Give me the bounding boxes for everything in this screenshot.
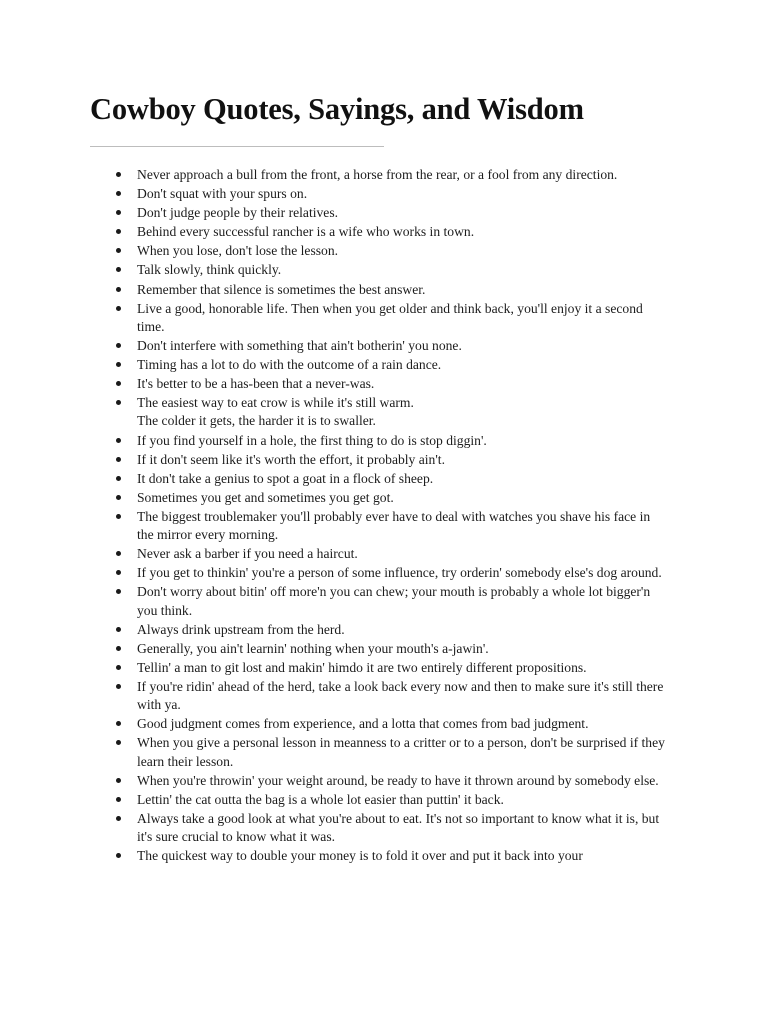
quote-text: Don't interfere with something that ain't botherin' you none.	[137, 337, 462, 353]
quote-item	[137, 508, 667, 544]
quote-text: Tellin' a man to git lost and makin' himdo it are two entirely different propositions.	[137, 659, 587, 675]
quote-item	[137, 281, 667, 299]
quote-item	[137, 715, 667, 733]
quote-text: If you find yourself in a hole, the first thing to do is stop diggin'.	[137, 432, 487, 448]
quote-text: When you're throwin' your weight around, be ready to have it thrown around by somebody else.	[137, 772, 659, 788]
quote-item	[137, 166, 667, 184]
quote-item	[137, 734, 667, 770]
title-divider	[90, 146, 384, 147]
quote-text: If you get to thinkin' you're a person of some influence, try orderin' somebody else's dog around.	[137, 565, 662, 581]
quote-item	[137, 451, 667, 469]
quote-text: Never ask a barber if you need a haircut.	[137, 546, 358, 562]
quote-item	[137, 810, 667, 846]
quote-text: It's better to be a has-been that a never-was.	[137, 376, 375, 392]
quote-text: Timing has a lot to do with the outcome of a rain dance.	[137, 357, 442, 373]
quote-text: Remember that silence is sometimes the best answer.	[137, 281, 426, 297]
quote-item	[137, 545, 667, 563]
quote-list	[137, 166, 667, 866]
quote-item	[137, 242, 667, 260]
page-title: Cowboy Quotes, Sayings, and Wisdom	[90, 92, 584, 126]
quote-text: Talk slowly, think quickly.	[137, 262, 282, 278]
quote-item	[137, 375, 667, 393]
quote-item	[137, 583, 667, 619]
quote-text: The quickest way to double your money is to fold it over and put it back into your	[137, 848, 583, 864]
quote-text: Never approach a bull from the front, a horse from the rear, or a fool from any direction.	[137, 167, 618, 182]
quote-text: Behind every successful rancher is a wife who works in town.	[137, 224, 475, 240]
quote-item	[137, 337, 667, 355]
quote-text: Sometimes you get and sometimes you get got.	[137, 489, 394, 505]
quote-item	[137, 678, 667, 714]
quote-item	[137, 204, 667, 222]
quote-text: It don't take a genius to spot a goat in a flock of sheep.	[137, 470, 434, 486]
quote-text: Good judgment comes from experience, and a lotta that comes from bad judgment.	[137, 716, 589, 732]
quote-text: Generally, you ain't learnin' nothing when your mouth's a-jawin'.	[137, 640, 489, 656]
quote-text: When you lose, don't lose the lesson.	[137, 243, 339, 259]
quote-item	[137, 185, 667, 203]
quote-item	[137, 394, 667, 430]
quote-text: If it don't seem like it's worth the effort, it probably ain't.	[137, 451, 445, 467]
quote-item	[137, 470, 667, 488]
quote-text: If you're ridin' ahead of the herd, take a look back every now and then to make sure it's still there with ya.	[137, 678, 664, 713]
quote-text: Always take a good look at what you're about to eat. It's not so important to know what it is, but it's sure crucial to know what it was.	[137, 810, 660, 845]
quote-text: Don't worry about bitin' off more'n you can chew; your mouth is probably a whole lot bigger'n you think.	[137, 584, 651, 618]
quote-item	[137, 356, 667, 374]
quote-item	[137, 564, 667, 582]
quote-text: Don't judge people by their relatives.	[137, 205, 339, 221]
quote-text: Live a good, honorable life. Then when you get older and think back, you'll enjoy it a second time.	[137, 300, 643, 334]
quote-item	[137, 772, 667, 790]
quote-item	[137, 489, 667, 507]
quote-item	[137, 791, 667, 809]
quote-item	[137, 640, 667, 658]
quote-item	[137, 261, 667, 279]
quote-item	[137, 621, 667, 639]
quote-text: When you give a personal lesson in meanness to a critter or to a person, don't be surprised if they learn their lesson.	[137, 735, 665, 769]
quote-item	[137, 300, 667, 336]
quote-text: The easiest way to eat crow is while it's still warm.	[137, 395, 414, 411]
quote-text: The biggest troublemaker you'll probably ever have to deal with watches you shave his face in the mirror every morning.	[137, 508, 651, 543]
quote-text: Lettin' the cat outta the bag is a whole lot easier than puttin' it back.	[137, 791, 504, 807]
quote-item	[137, 659, 667, 677]
quote-text: Always drink upstream from the herd.	[137, 621, 345, 637]
quote-item	[137, 432, 667, 450]
quote-item	[137, 223, 667, 241]
quote-item	[137, 847, 667, 865]
quote-text: Don't squat with your spurs on.	[137, 186, 308, 202]
quote-text: The colder it gets, the harder it is to swaller.	[137, 413, 376, 429]
